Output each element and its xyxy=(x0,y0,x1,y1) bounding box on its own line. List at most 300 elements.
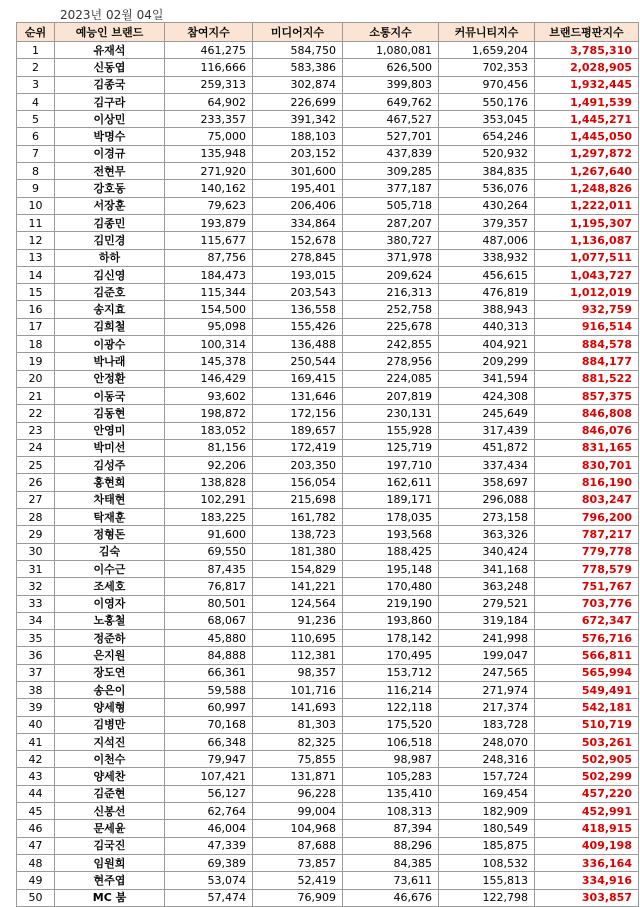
name-cell: 현주엽 xyxy=(55,872,165,889)
participation-cell: 259,313 xyxy=(165,76,253,93)
brand-reputation-cell: 672,347 xyxy=(535,612,639,629)
brand-reputation-cell: 503,261 xyxy=(535,733,639,750)
name-cell: 이영자 xyxy=(55,595,165,612)
table-row xyxy=(17,889,639,906)
communication-cell: 153,712 xyxy=(343,664,439,681)
communication-cell: 437,839 xyxy=(343,145,439,162)
rank-cell: 3 xyxy=(17,76,55,93)
name-cell: 김종국 xyxy=(55,76,165,93)
name-cell: 김준호 xyxy=(55,284,165,301)
communication-cell: 135,410 xyxy=(343,785,439,802)
rank-cell: 36 xyxy=(17,647,55,664)
communication-cell: 175,520 xyxy=(343,716,439,733)
rank-cell: 6 xyxy=(17,128,55,145)
participation-cell: 60,997 xyxy=(165,699,253,716)
table-row xyxy=(17,318,639,335)
media-cell: 584,750 xyxy=(253,42,343,59)
communication-cell: 195,148 xyxy=(343,560,439,577)
media-cell: 82,325 xyxy=(253,733,343,750)
table-row xyxy=(17,42,639,59)
name-cell: 전현무 xyxy=(55,163,165,180)
table-row xyxy=(17,353,639,370)
participation-cell: 79,623 xyxy=(165,197,253,214)
media-cell: 583,386 xyxy=(253,59,343,76)
rank-cell: 27 xyxy=(17,491,55,508)
community-cell: 388,943 xyxy=(439,301,535,318)
table-row xyxy=(17,336,639,353)
name-cell: 이상민 xyxy=(55,111,165,128)
participation-cell: 107,421 xyxy=(165,768,253,785)
media-cell: 75,855 xyxy=(253,751,343,768)
communication-cell: 170,495 xyxy=(343,647,439,664)
community-cell: 155,813 xyxy=(439,872,535,889)
brand-reputation-cell: 1,136,087 xyxy=(535,232,639,249)
brand-reputation-cell: 566,811 xyxy=(535,647,639,664)
table-row xyxy=(17,803,639,820)
community-cell: 209,299 xyxy=(439,353,535,370)
communication-cell: 122,118 xyxy=(343,699,439,716)
rank-cell: 12 xyxy=(17,232,55,249)
rank-cell: 15 xyxy=(17,284,55,301)
table-row xyxy=(17,854,639,871)
communication-cell: 209,624 xyxy=(343,266,439,283)
rank-cell: 19 xyxy=(17,353,55,370)
community-cell: 440,313 xyxy=(439,318,535,335)
participation-cell: 76,817 xyxy=(165,578,253,595)
rank-cell: 1 xyxy=(17,42,55,59)
rank-cell: 17 xyxy=(17,318,55,335)
participation-cell: 66,361 xyxy=(165,664,253,681)
participation-cell: 46,004 xyxy=(165,820,253,837)
name-cell: 은지원 xyxy=(55,647,165,664)
rank-cell: 9 xyxy=(17,180,55,197)
community-cell: 363,326 xyxy=(439,526,535,543)
media-cell: 73,857 xyxy=(253,854,343,871)
community-cell: 341,594 xyxy=(439,370,535,387)
community-cell: 180,549 xyxy=(439,820,535,837)
name-cell: 강호동 xyxy=(55,180,165,197)
community-cell: 157,724 xyxy=(439,768,535,785)
rank-cell: 35 xyxy=(17,630,55,647)
brand-reputation-cell: 1,012,019 xyxy=(535,284,639,301)
media-cell: 203,543 xyxy=(253,284,343,301)
rank-cell: 10 xyxy=(17,197,55,214)
name-cell: 이수근 xyxy=(55,560,165,577)
rank-cell: 30 xyxy=(17,543,55,560)
table-row xyxy=(17,284,639,301)
communication-cell: 155,928 xyxy=(343,422,439,439)
name-cell: 탁재훈 xyxy=(55,509,165,526)
rank-cell: 39 xyxy=(17,699,55,716)
communication-cell: 193,860 xyxy=(343,612,439,629)
communication-cell: 649,762 xyxy=(343,93,439,110)
table-row xyxy=(17,647,639,664)
rank-cell: 33 xyxy=(17,595,55,612)
media-cell: 161,782 xyxy=(253,509,343,526)
media-cell: 131,871 xyxy=(253,768,343,785)
name-cell: 박나래 xyxy=(55,353,165,370)
community-cell: 363,248 xyxy=(439,578,535,595)
community-cell: 271,974 xyxy=(439,681,535,698)
rank-cell: 26 xyxy=(17,474,55,491)
name-cell: 이광수 xyxy=(55,336,165,353)
media-cell: 250,544 xyxy=(253,353,343,370)
participation-cell: 87,756 xyxy=(165,249,253,266)
table-row xyxy=(17,387,639,404)
brand-reputation-cell: 916,514 xyxy=(535,318,639,335)
brand-reputation-cell: 502,905 xyxy=(535,751,639,768)
name-cell: 정준하 xyxy=(55,630,165,647)
participation-cell: 198,872 xyxy=(165,405,253,422)
community-cell: 358,697 xyxy=(439,474,535,491)
communication-cell: 467,527 xyxy=(343,111,439,128)
community-cell: 248,070 xyxy=(439,733,535,750)
community-cell: 520,932 xyxy=(439,145,535,162)
communication-cell: 242,855 xyxy=(343,336,439,353)
table-row xyxy=(17,59,639,76)
name-cell: 지석진 xyxy=(55,733,165,750)
rank-cell: 48 xyxy=(17,854,55,871)
rank-cell: 32 xyxy=(17,578,55,595)
brand-reputation-cell: 1,043,727 xyxy=(535,266,639,283)
header-brand-reputation: 브랜드평판지수 xyxy=(535,23,639,42)
communication-cell: 371,978 xyxy=(343,249,439,266)
name-cell: 김종민 xyxy=(55,214,165,231)
brand-reputation-cell: 1,267,640 xyxy=(535,163,639,180)
name-cell: 서장훈 xyxy=(55,197,165,214)
media-cell: 215,698 xyxy=(253,491,343,508)
participation-cell: 75,000 xyxy=(165,128,253,145)
community-cell: 247,565 xyxy=(439,664,535,681)
table-row xyxy=(17,560,639,577)
communication-cell: 178,035 xyxy=(343,509,439,526)
communication-cell: 88,296 xyxy=(343,837,439,854)
communication-cell: 98,987 xyxy=(343,751,439,768)
brand-reputation-cell: 846,808 xyxy=(535,405,639,422)
media-cell: 87,688 xyxy=(253,837,343,854)
table-row xyxy=(17,266,639,283)
participation-cell: 233,357 xyxy=(165,111,253,128)
media-cell: 152,678 xyxy=(253,232,343,249)
community-cell: 550,176 xyxy=(439,93,535,110)
brand-reputation-cell: 1,932,445 xyxy=(535,76,639,93)
name-cell: 신동엽 xyxy=(55,59,165,76)
community-cell: 353,045 xyxy=(439,111,535,128)
participation-cell: 64,902 xyxy=(165,93,253,110)
table-row xyxy=(17,543,639,560)
communication-cell: 216,313 xyxy=(343,284,439,301)
community-cell: 319,184 xyxy=(439,612,535,629)
participation-cell: 81,156 xyxy=(165,439,253,456)
communication-cell: 197,710 xyxy=(343,457,439,474)
communication-cell: 399,803 xyxy=(343,76,439,93)
table-row xyxy=(17,474,639,491)
rank-cell: 4 xyxy=(17,93,55,110)
table-body xyxy=(17,42,639,907)
rank-cell: 28 xyxy=(17,509,55,526)
table-row xyxy=(17,612,639,629)
name-cell: 김구라 xyxy=(55,93,165,110)
table-row xyxy=(17,93,639,110)
media-cell: 156,054 xyxy=(253,474,343,491)
media-cell: 172,156 xyxy=(253,405,343,422)
community-cell: 379,357 xyxy=(439,214,535,231)
table-header-row xyxy=(17,23,639,42)
media-cell: 203,350 xyxy=(253,457,343,474)
rank-cell: 46 xyxy=(17,820,55,837)
participation-cell: 115,677 xyxy=(165,232,253,249)
brand-reputation-cell: 3,785,310 xyxy=(535,42,639,59)
brand-reputation-cell: 796,200 xyxy=(535,509,639,526)
rank-cell: 42 xyxy=(17,751,55,768)
community-cell: 654,246 xyxy=(439,128,535,145)
brand-reputation-cell: 884,578 xyxy=(535,336,639,353)
name-cell: 김성주 xyxy=(55,457,165,474)
communication-cell: 106,518 xyxy=(343,733,439,750)
communication-cell: 527,701 xyxy=(343,128,439,145)
media-cell: 181,380 xyxy=(253,543,343,560)
name-cell: 문세윤 xyxy=(55,820,165,837)
brand-reputation-cell: 1,077,511 xyxy=(535,249,639,266)
table-row xyxy=(17,180,639,197)
media-cell: 189,657 xyxy=(253,422,343,439)
communication-cell: 108,313 xyxy=(343,803,439,820)
participation-cell: 80,501 xyxy=(165,595,253,612)
table-row xyxy=(17,578,639,595)
table-row xyxy=(17,457,639,474)
rank-cell: 25 xyxy=(17,457,55,474)
participation-cell: 271,920 xyxy=(165,163,253,180)
participation-cell: 47,339 xyxy=(165,837,253,854)
table-row xyxy=(17,163,639,180)
table-row xyxy=(17,249,639,266)
communication-cell: 116,214 xyxy=(343,681,439,698)
rank-cell: 11 xyxy=(17,214,55,231)
communication-cell: 188,425 xyxy=(343,543,439,560)
name-cell: 양세찬 xyxy=(55,768,165,785)
participation-cell: 115,344 xyxy=(165,284,253,301)
participation-cell: 45,880 xyxy=(165,630,253,647)
rank-cell: 20 xyxy=(17,370,55,387)
communication-cell: 1,080,081 xyxy=(343,42,439,59)
media-cell: 76,909 xyxy=(253,889,343,906)
table-row xyxy=(17,751,639,768)
brand-reputation-cell: 1,222,011 xyxy=(535,197,639,214)
communication-cell: 162,611 xyxy=(343,474,439,491)
table-row xyxy=(17,630,639,647)
rank-cell: 5 xyxy=(17,111,55,128)
communication-cell: 178,142 xyxy=(343,630,439,647)
name-cell: MC 붐 xyxy=(55,889,165,906)
participation-cell: 102,291 xyxy=(165,491,253,508)
table-row xyxy=(17,733,639,750)
name-cell: 김숙 xyxy=(55,543,165,560)
name-cell: 이동국 xyxy=(55,387,165,404)
participation-cell: 92,206 xyxy=(165,457,253,474)
header-community: 커뮤니티지수 xyxy=(439,23,535,42)
participation-cell: 135,948 xyxy=(165,145,253,162)
table-row xyxy=(17,526,639,543)
rank-cell: 29 xyxy=(17,526,55,543)
brand-reputation-cell: 816,190 xyxy=(535,474,639,491)
table-row xyxy=(17,595,639,612)
community-cell: 424,308 xyxy=(439,387,535,404)
rank-cell: 22 xyxy=(17,405,55,422)
communication-cell: 84,385 xyxy=(343,854,439,871)
media-cell: 172,419 xyxy=(253,439,343,456)
media-cell: 141,693 xyxy=(253,699,343,716)
rank-cell: 7 xyxy=(17,145,55,162)
community-cell: 296,088 xyxy=(439,491,535,508)
name-cell: 김동현 xyxy=(55,405,165,422)
media-cell: 301,600 xyxy=(253,163,343,180)
media-cell: 99,004 xyxy=(253,803,343,820)
brand-reputation-cell: 502,299 xyxy=(535,768,639,785)
name-cell: 안영미 xyxy=(55,422,165,439)
rank-cell: 14 xyxy=(17,266,55,283)
participation-cell: 79,947 xyxy=(165,751,253,768)
community-cell: 199,047 xyxy=(439,647,535,664)
name-cell: 신봉선 xyxy=(55,803,165,820)
participation-cell: 87,435 xyxy=(165,560,253,577)
media-cell: 203,152 xyxy=(253,145,343,162)
brand-reputation-cell: 803,247 xyxy=(535,491,639,508)
media-cell: 391,342 xyxy=(253,111,343,128)
participation-cell: 84,888 xyxy=(165,647,253,664)
rank-cell: 45 xyxy=(17,803,55,820)
community-cell: 108,532 xyxy=(439,854,535,871)
communication-cell: 252,758 xyxy=(343,301,439,318)
rank-cell: 23 xyxy=(17,422,55,439)
media-cell: 141,221 xyxy=(253,578,343,595)
rank-cell: 38 xyxy=(17,681,55,698)
brand-reputation-cell: 542,181 xyxy=(535,699,639,716)
name-cell: 김민경 xyxy=(55,232,165,249)
brand-reputation-cell: 452,991 xyxy=(535,803,639,820)
participation-cell: 93,602 xyxy=(165,387,253,404)
participation-cell: 146,429 xyxy=(165,370,253,387)
community-cell: 241,998 xyxy=(439,630,535,647)
communication-cell: 219,190 xyxy=(343,595,439,612)
name-cell: 박미선 xyxy=(55,439,165,456)
participation-cell: 183,052 xyxy=(165,422,253,439)
name-cell: 임원희 xyxy=(55,854,165,871)
participation-cell: 100,314 xyxy=(165,336,253,353)
name-cell: 차태현 xyxy=(55,491,165,508)
name-cell: 김준현 xyxy=(55,785,165,802)
media-cell: 136,488 xyxy=(253,336,343,353)
participation-cell: 138,828 xyxy=(165,474,253,491)
media-cell: 138,723 xyxy=(253,526,343,543)
community-cell: 122,798 xyxy=(439,889,535,906)
media-cell: 155,426 xyxy=(253,318,343,335)
community-cell: 970,456 xyxy=(439,76,535,93)
table-row xyxy=(17,785,639,802)
participation-cell: 68,067 xyxy=(165,612,253,629)
community-cell: 273,158 xyxy=(439,509,535,526)
rank-cell: 8 xyxy=(17,163,55,180)
table-row xyxy=(17,837,639,854)
community-cell: 476,819 xyxy=(439,284,535,301)
media-cell: 52,419 xyxy=(253,872,343,889)
brand-reputation-cell: 857,375 xyxy=(535,387,639,404)
table-row xyxy=(17,716,639,733)
media-cell: 101,716 xyxy=(253,681,343,698)
rank-cell: 47 xyxy=(17,837,55,854)
table-row xyxy=(17,111,639,128)
communication-cell: 380,727 xyxy=(343,232,439,249)
header-participation: 참여지수 xyxy=(165,23,253,42)
community-cell: 185,875 xyxy=(439,837,535,854)
table-row xyxy=(17,768,639,785)
rank-cell: 40 xyxy=(17,716,55,733)
brand-reputation-cell: 2,028,905 xyxy=(535,59,639,76)
media-cell: 188,103 xyxy=(253,128,343,145)
communication-cell: 193,568 xyxy=(343,526,439,543)
community-cell: 340,424 xyxy=(439,543,535,560)
table-row xyxy=(17,301,639,318)
community-cell: 384,835 xyxy=(439,163,535,180)
media-cell: 278,845 xyxy=(253,249,343,266)
communication-cell: 377,187 xyxy=(343,180,439,197)
media-cell: 98,357 xyxy=(253,664,343,681)
name-cell: 김신영 xyxy=(55,266,165,283)
community-cell: 451,872 xyxy=(439,439,535,456)
participation-cell: 95,098 xyxy=(165,318,253,335)
rank-cell: 50 xyxy=(17,889,55,906)
brand-reputation-cell: 779,778 xyxy=(535,543,639,560)
community-cell: 245,649 xyxy=(439,405,535,422)
table-row xyxy=(17,128,639,145)
media-cell: 206,406 xyxy=(253,197,343,214)
rank-cell: 41 xyxy=(17,733,55,750)
table-row xyxy=(17,681,639,698)
rank-cell: 43 xyxy=(17,768,55,785)
communication-cell: 207,819 xyxy=(343,387,439,404)
brand-reputation-cell: 418,915 xyxy=(535,820,639,837)
rank-cell: 44 xyxy=(17,785,55,802)
participation-cell: 91,600 xyxy=(165,526,253,543)
participation-cell: 116,666 xyxy=(165,59,253,76)
name-cell: 조세호 xyxy=(55,578,165,595)
brand-reputation-cell: 457,220 xyxy=(535,785,639,802)
table-row xyxy=(17,664,639,681)
media-cell: 81,303 xyxy=(253,716,343,733)
communication-cell: 46,676 xyxy=(343,889,439,906)
name-cell: 송은이 xyxy=(55,681,165,698)
community-cell: 248,316 xyxy=(439,751,535,768)
media-cell: 169,415 xyxy=(253,370,343,387)
name-cell: 송지효 xyxy=(55,301,165,318)
name-cell: 하하 xyxy=(55,249,165,266)
rank-cell: 24 xyxy=(17,439,55,456)
community-cell: 337,434 xyxy=(439,457,535,474)
header-media: 미디어지수 xyxy=(253,23,343,42)
communication-cell: 287,207 xyxy=(343,214,439,231)
name-cell: 노홍철 xyxy=(55,612,165,629)
name-cell: 김국진 xyxy=(55,837,165,854)
participation-cell: 69,550 xyxy=(165,543,253,560)
table-row xyxy=(17,197,639,214)
media-cell: 124,564 xyxy=(253,595,343,612)
community-cell: 1,659,204 xyxy=(439,42,535,59)
community-cell: 169,454 xyxy=(439,785,535,802)
participation-cell: 183,225 xyxy=(165,509,253,526)
media-cell: 154,829 xyxy=(253,560,343,577)
participation-cell: 145,378 xyxy=(165,353,253,370)
name-cell: 양세형 xyxy=(55,699,165,716)
brand-reputation-cell: 336,164 xyxy=(535,854,639,871)
